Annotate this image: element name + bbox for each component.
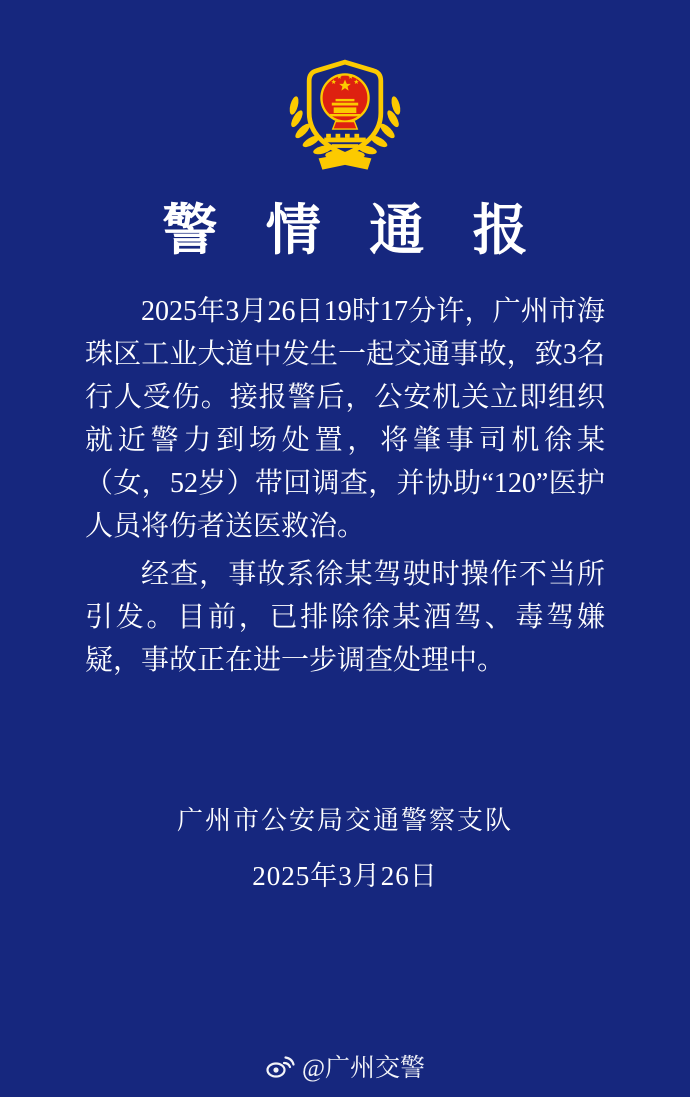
badge-tassels [333, 122, 358, 130]
footer-watermark [0, 1048, 690, 1084]
police-badge-icon [279, 52, 411, 176]
notice-signature-block [0, 800, 690, 893]
notice-date: 2025年3月26日 [252, 861, 438, 891]
notice-title: 警情通报 [162, 200, 576, 261]
notice-paragraph-1: 2025年3月26日19时17分许，广州市海珠区工业大道中发生一起交通事故，致3名行人受伤。接报警后，公安机关立即组织就近警力到场处置，将肇事司机徐某（女，52岁）带回调查，并协助“120”医护人员将伤者送医救治。 [85, 296, 605, 542]
notice-paragraph-2: 经查，事故系徐某驾驶时操作不当所引发。目前，已排除徐某酒驾、毒驾嫌疑，事故正在进一步调查处理中。 [85, 559, 605, 676]
notice-body [85, 290, 605, 682]
police-badge [0, 0, 690, 176]
issuing-authority: 广州市公安局交通警察支队 [176, 806, 513, 835]
weibo-handle: @广州交警 [301, 1055, 426, 1082]
weibo-icon [265, 1055, 295, 1078]
